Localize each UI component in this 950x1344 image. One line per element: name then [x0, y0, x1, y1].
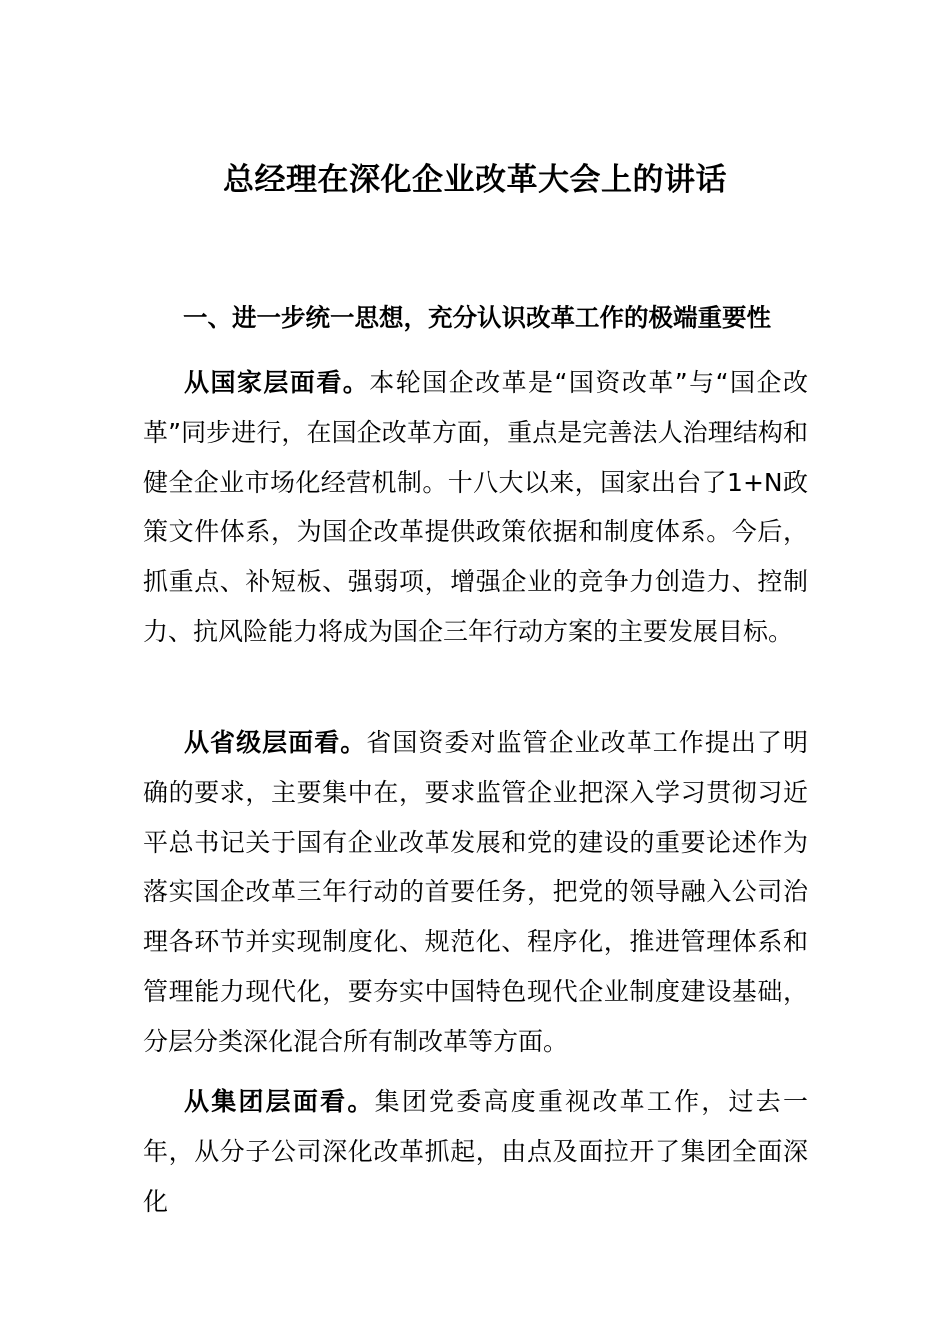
paragraph-body: 省国资委对监管企业改革工作提出了明确的要求，主要集中在，要求监管企业把深入学习贯彻习近平总书记关于国有企业改革发展和党的建设的重要论述作为落实国企改革三年行动的首要任务，把党的领导融入公司治理各环节并实现制度化、规范化、程序化，推进管理体系和管理能力现代化，要夯实中国特色现代企业制度建设基础，分层分类深化混合所有制改革等方面。 — [143, 728, 808, 1056]
paragraph-national-level — [143, 358, 808, 657]
section-heading: 一、进一步统一思想，充分认识改革工作的极端重要性 — [183, 303, 771, 332]
paragraph-body: 集团党委高度重视改革工作，过去一年，从分子公司深化改革抓起，由点及面拉开了集团全面深化 — [143, 1087, 808, 1216]
document-title: 总经理在深化企业改革大会上的讲话 — [223, 162, 727, 198]
paragraph-group-level — [143, 1077, 808, 1226]
paragraph-provincial-level — [143, 718, 808, 1067]
paragraph-lead: 从国家层面看。 — [184, 368, 370, 397]
paragraph-lead: 从省级层面看。 — [184, 728, 367, 757]
paragraph-lead: 从集团层面看。 — [184, 1087, 375, 1116]
paragraph-body: 本轮国企改革是“国资改革”与“国企改革”同步进行，在国企改革方面，重点是完善法人治理结构和健全企业市场化经营机制。十八大以来，国家出台了1+N政策文件体系，为国企改革提供政策依据和制度体系。今后，抓重点、补短板、强弱项，增强企业的竞争力创造力、控制力、抗风险能力将成为国企三年行动方案的主要发展目标。 — [143, 368, 808, 646]
